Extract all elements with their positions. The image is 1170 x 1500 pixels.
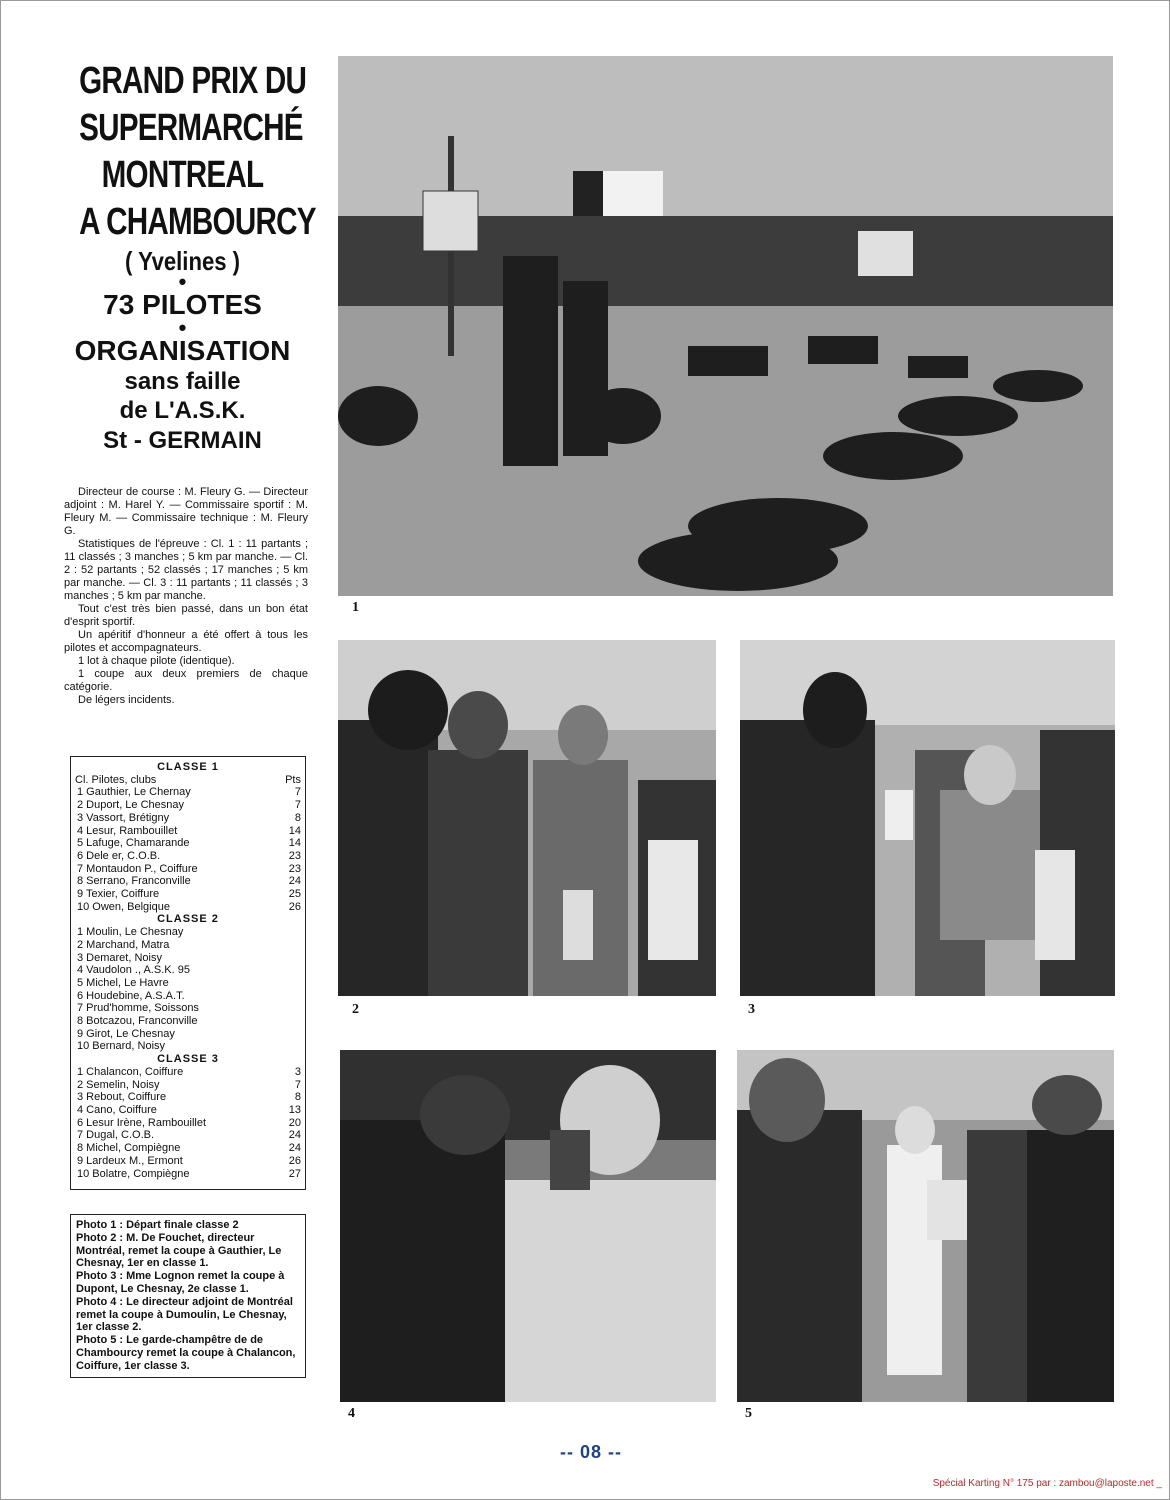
row-pts: 23 <box>288 849 301 862</box>
row-name: 9 Girot, Le Chesnay <box>77 1027 175 1040</box>
row-name: 1 Chalancon, Coiffure <box>77 1065 184 1078</box>
row-name: 8 Serrano, Franconville <box>77 875 191 888</box>
row-name: 3 Vassort, Brétigny <box>77 811 170 824</box>
table-row <box>75 1117 301 1130</box>
classe3-title: CLASSE 3 <box>157 1053 219 1066</box>
row-pts: 14 <box>288 824 301 837</box>
row-pts: 3 <box>294 1065 301 1078</box>
table-row <box>75 1015 301 1028</box>
row-name: 6 Lesur Irène, Rambouillet <box>77 1116 207 1129</box>
footer-credit: Spécial Karting N° 175 par : zambou@laposte.net _ <box>932 1478 1162 1489</box>
row-pts: 24 <box>288 875 301 888</box>
row-name: 2 Semelin, Noisy <box>77 1078 160 1091</box>
bullet-icon: • <box>178 315 187 340</box>
headline <box>50 58 315 456</box>
row-name: 4 Lesur, Rambouillet <box>77 824 178 837</box>
table-row <box>75 1028 301 1041</box>
table-row <box>75 875 301 888</box>
row-name: 9 Texier, Coiffure <box>77 888 160 901</box>
photo-trophy-dupont-image <box>740 640 1115 996</box>
row-name: 10 Bolatre, Compiègne <box>77 1167 190 1180</box>
classe1-title: CLASSE 1 <box>157 761 219 773</box>
row-pts: 14 <box>288 837 301 850</box>
headline-club: de L'A.S.K. <box>119 397 246 424</box>
table-row <box>75 1040 301 1053</box>
headline-pilots: 73 PILOTES <box>103 289 262 320</box>
headline-line-3: MONTREAL <box>101 154 264 196</box>
bullet-icon: • <box>178 269 187 294</box>
photo-trophy-dumoulin-image <box>340 1050 716 1402</box>
table-row <box>75 1155 301 1168</box>
row-name: 6 Houdebine, A.S.A.T. <box>77 989 185 1002</box>
intro-paragraph: Un apéritif d'honneur a été offert à tous les pilotes et accompagnateurs. <box>64 629 308 654</box>
headline-region: ( Yvelines ) <box>124 246 241 276</box>
headline-organisation: ORGANISATION <box>74 335 291 366</box>
row-name: 10 Owen, Belgique <box>77 900 170 913</box>
intro-paragraph: Tout c'est très bien passé, dans un bon état d'esprit sportif. <box>64 603 308 628</box>
photo-trophy-chalancon-image <box>737 1050 1114 1402</box>
table-row <box>75 1104 301 1117</box>
row-name: 7 Dugal, C.O.B. <box>77 1129 155 1142</box>
photo-trophy-gauthier-image <box>338 640 716 996</box>
table-row <box>75 1066 301 1079</box>
page-number: -- 08 -- <box>560 1442 622 1462</box>
headline-town: St - GERMAIN <box>103 427 262 454</box>
caption: Photo 2 : M. De Fouchet, directeur Montréal, remet la coupe à Gauthier, Le Chesnay, 1er en classe 1. <box>76 1231 282 1270</box>
photo-3-number: 3 <box>748 1002 755 1017</box>
photo-race-start <box>338 56 1113 596</box>
table-row <box>75 1002 301 1015</box>
table-row <box>75 964 301 977</box>
row-name: 4 Vaudolon ., A.S.K. 95 <box>77 964 190 977</box>
table-row <box>75 1142 301 1155</box>
row-pts: 8 <box>294 811 301 824</box>
row-name: 10 Bernard, Noisy <box>77 1040 166 1053</box>
classe2-title: CLASSE 2 <box>157 913 219 926</box>
row-name: 3 Demaret, Noisy <box>77 951 162 964</box>
table-row <box>75 863 301 876</box>
photo-trophy-chalancon <box>737 1050 1114 1402</box>
table-row <box>75 977 301 990</box>
row-name: 7 Montaudon P., Coiffure <box>77 862 198 875</box>
headline-line-4: A CHAMBOURCY <box>79 201 316 243</box>
table-row <box>75 990 301 1003</box>
row-pts: 7 <box>294 799 301 812</box>
intro-text <box>64 486 308 707</box>
intro-paragraph: 1 coupe aux deux premiers de chaque catégorie. <box>64 668 308 693</box>
row-pts: 24 <box>288 1129 301 1142</box>
intro-paragraph: 1 lot à chaque pilote (identique). <box>78 655 235 667</box>
caption: Photo 4 : Le directeur adjoint de Montréal remet la coupe à Dumoulin, Le Chesnay, 1er classe 2. <box>76 1295 293 1334</box>
row-name: 8 Michel, Compiègne <box>77 1142 181 1155</box>
caption: Photo 1 : Départ finale classe 2 <box>76 1219 239 1231</box>
table-row <box>75 939 301 952</box>
row-name: 5 Michel, Le Havre <box>77 976 169 989</box>
table-row <box>75 799 301 812</box>
row-pts: 20 <box>288 1116 301 1129</box>
photo-2-number: 2 <box>352 1002 359 1017</box>
table-row <box>75 850 301 863</box>
header-points: Pts <box>285 773 301 786</box>
row-pts: 23 <box>288 862 301 875</box>
photo-captions <box>70 1214 306 1378</box>
row-pts: 27 <box>288 1167 301 1180</box>
row-name: 2 Duport, Le Chesnay <box>77 799 185 812</box>
row-name: 9 Lardeux M., Ermont <box>77 1154 183 1167</box>
photo-trophy-dumoulin <box>340 1050 716 1402</box>
row-name: 5 Lafuge, Chamarande <box>77 837 190 850</box>
caption: Photo 3 : Mme Lognon remet la coupe à Dupont, Le Chesnay, 2e classe 1. <box>76 1270 285 1295</box>
results-header <box>75 774 301 787</box>
photo-race-start-image <box>338 56 1113 596</box>
row-name: 3 Rebout, Coiffure <box>77 1091 167 1104</box>
table-row <box>75 952 301 965</box>
header-pilots: Cl. Pilotes, clubs <box>75 773 157 786</box>
row-pts: 7 <box>294 1078 301 1091</box>
photo-1-number: 1 <box>352 600 359 615</box>
row-name: 2 Marchand, Matra <box>77 938 170 951</box>
headline-sans-faille: sans faille <box>124 368 241 395</box>
row-pts: 25 <box>288 888 301 901</box>
row-pts: 24 <box>288 1142 301 1155</box>
row-pts: 7 <box>294 786 301 799</box>
intro-paragraph: Statistiques de l'épreuve : Cl. 1 : 11 partants ; 11 classés ; 3 manches ; 5 km par manche. — Cl. 2 : 52 partants ; 52 classés ; 17 manches ; 5 km par manche. — Cl. 3 : 11 partants ; 11 classés ; 3 manches ; 5 km par manche. <box>64 538 308 602</box>
table-row <box>75 812 301 825</box>
row-pts: 8 <box>294 1091 301 1104</box>
photo-trophy-gauthier <box>338 640 716 996</box>
row-name: 1 Moulin, Le Chesnay <box>77 926 184 939</box>
intro-paragraph: De légers incidents. <box>78 694 175 706</box>
photo-5-number: 5 <box>745 1406 752 1421</box>
table-row <box>75 1168 301 1181</box>
headline-line-1: GRAND PRIX DU <box>79 60 307 102</box>
results-table <box>70 756 306 1190</box>
photo-4-number: 4 <box>348 1406 355 1421</box>
row-pts: 13 <box>288 1103 301 1116</box>
table-row <box>75 1079 301 1092</box>
row-name: 4 Cano, Coiffure <box>77 1103 157 1116</box>
row-name: 7 Prud'homme, Soissons <box>77 1002 199 1015</box>
caption: Photo 5 : Le garde-champêtre de de Chambourcy remet la coupe à Chalancon, Coiffure, 1er classe 3. <box>76 1334 296 1372</box>
row-name: 6 Dele er, C.O.B. <box>77 849 161 862</box>
row-name: 1 Gauthier, Le Chernay <box>77 786 191 799</box>
table-row <box>75 1091 301 1104</box>
table-row <box>75 901 301 914</box>
table-row <box>75 825 301 838</box>
photo-trophy-dupont <box>740 640 1115 996</box>
intro-paragraph: Directeur de course : M. Fleury G. — Directeur adjoint : M. Harel Y. — Commissaire sportif : M. Fleury M. — Commissaire technique : M. Fleury G. <box>64 486 308 537</box>
table-row <box>75 786 301 799</box>
headline-line-2: SUPERMARCHÉ <box>79 107 303 149</box>
table-row <box>75 926 301 939</box>
table-row <box>75 837 301 850</box>
row-name: 8 Botcazou, Franconville <box>77 1015 198 1028</box>
table-row <box>75 1129 301 1142</box>
row-pts: 26 <box>288 900 301 913</box>
table-row <box>75 888 301 901</box>
row-pts: 26 <box>288 1154 301 1167</box>
